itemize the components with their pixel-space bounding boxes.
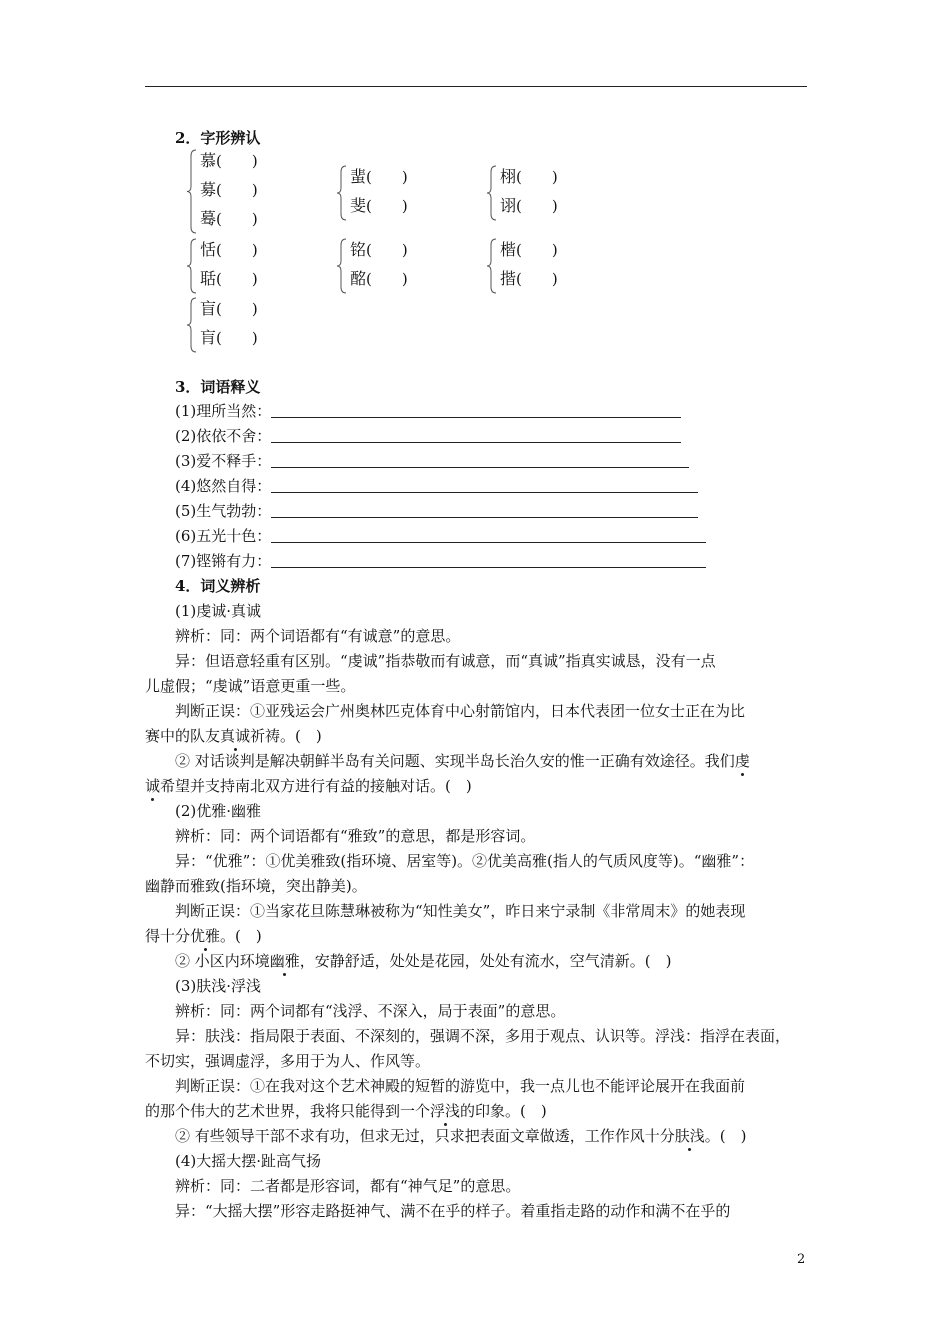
pair-heading: (3)肤浅·浮浅 bbox=[175, 977, 262, 995]
glyph-group bbox=[186, 148, 296, 235]
analysis-same: 辨析：同：两个词语都有“雅致”的意思，都是形容词。 bbox=[175, 827, 536, 845]
answer-paren[interactable]: ( ) bbox=[366, 241, 408, 259]
definition-label: (1)理所当然： bbox=[175, 402, 272, 420]
glyph-item bbox=[200, 327, 268, 349]
analysis-diff: 异：但语意轻重有区别。“虔诚”指恭敬而有诚意，而“真诚”指真实诚恳，没有一点 bbox=[175, 652, 716, 670]
glyph-char: 募 bbox=[200, 180, 217, 199]
analysis-diff-cont: 儿虚假；“虔诚”语意更重一些。 bbox=[145, 677, 356, 695]
definition-item bbox=[175, 549, 807, 573]
judgment-2-cont: 诚希望并支持南北双方进行有益的接触对话。( ) bbox=[145, 777, 472, 795]
brace-icon bbox=[186, 237, 200, 295]
glyph-char: 酩 bbox=[350, 269, 367, 288]
glyph-item bbox=[200, 298, 268, 320]
answer-blank[interactable] bbox=[271, 428, 681, 443]
dotted-word: 幽雅 bbox=[269, 952, 300, 970]
dotted-word: 虔 bbox=[734, 752, 750, 770]
judgment-1-cont: 得十分优雅。( ) bbox=[145, 927, 262, 945]
answer-paren[interactable]: ( ) bbox=[216, 300, 258, 318]
glyph-char: 慕 bbox=[200, 151, 217, 170]
answer-paren[interactable]: ( ) bbox=[366, 197, 408, 215]
glyph-item bbox=[500, 195, 568, 217]
section-title-word-meaning: 3．词语释义 bbox=[175, 378, 261, 396]
glyph-item bbox=[200, 150, 268, 172]
glyph-item bbox=[500, 239, 568, 261]
brace-icon bbox=[336, 237, 350, 295]
glyph-char: 蓦 bbox=[200, 209, 217, 228]
definition-item bbox=[175, 399, 807, 423]
glyph-group bbox=[186, 237, 296, 295]
glyph-char: 栩 bbox=[500, 167, 517, 186]
definition-label: (4)悠然自得： bbox=[175, 477, 272, 495]
glyph-item bbox=[350, 239, 418, 261]
glyph-char: 聒 bbox=[200, 269, 217, 288]
definition-item bbox=[175, 524, 807, 548]
glyph-item bbox=[500, 166, 568, 188]
definition-label: (2)依依不舍： bbox=[175, 427, 272, 445]
glyph-item bbox=[500, 268, 568, 290]
judgment-2: ② 有些领导干部不求有功，但求无过，只求把表面文章做透，工作作风十分肤浅。( ) bbox=[175, 1127, 747, 1145]
answer-blank[interactable] bbox=[271, 403, 681, 418]
analysis-diff-cont: 不切实，强调虚浮，多用于为人、作风等。 bbox=[145, 1052, 431, 1070]
answer-blank[interactable] bbox=[271, 528, 706, 543]
answer-paren[interactable]: ( ) bbox=[216, 152, 258, 170]
definition-item bbox=[175, 499, 807, 523]
glyph-item bbox=[200, 208, 268, 230]
glyph-item bbox=[350, 166, 418, 188]
section-title-glyph-recognition: 2．字形辨认 bbox=[175, 129, 261, 147]
answer-paren[interactable]: ( ) bbox=[516, 241, 558, 259]
header-rule bbox=[145, 86, 807, 87]
pair-heading: (4)大摇大摆·趾高气扬 bbox=[175, 1152, 322, 1170]
glyph-char: 诩 bbox=[500, 196, 517, 215]
glyph-char: 揩 bbox=[500, 269, 517, 288]
glyph-item bbox=[200, 239, 268, 261]
glyph-group bbox=[336, 237, 446, 295]
brace-icon bbox=[186, 296, 200, 354]
glyph-group bbox=[486, 164, 596, 222]
glyph-group bbox=[186, 296, 296, 354]
definition-label: (6)五光十色： bbox=[175, 527, 272, 545]
analysis-diff: 异：“优雅”：①优美雅致(指环境、居室等)。②优美高雅(指人的气质风度等)。“幽雅”： bbox=[175, 852, 755, 870]
judgment-1: 判断正误：①亚残运会广州奥林匹克体育中心射箭馆内，日本代表团一位女士正在为比 bbox=[175, 702, 746, 720]
answer-blank[interactable] bbox=[271, 553, 706, 568]
dotted-word: 浮浅 bbox=[430, 1102, 461, 1120]
answer-paren[interactable]: ( ) bbox=[516, 197, 558, 215]
glyph-char: 恬 bbox=[200, 240, 217, 259]
definition-item bbox=[175, 424, 807, 448]
glyph-item bbox=[350, 195, 418, 217]
glyph-char: 楷 bbox=[500, 240, 517, 259]
brace-icon bbox=[486, 164, 500, 222]
answer-paren[interactable]: ( ) bbox=[366, 168, 408, 186]
analysis-same: 辨析：同：二者都是形容词，都有“神气足”的意思。 bbox=[175, 1177, 521, 1195]
judgment-2: ② 对话谈判是解决朝鲜半岛有关问题、实现半岛长治久安的惟一正确有效途径。我们虔 bbox=[175, 752, 750, 770]
definition-item bbox=[175, 449, 807, 473]
answer-blank[interactable] bbox=[271, 453, 689, 468]
glyph-char: 肓 bbox=[200, 328, 217, 347]
definition-label: (7)铿锵有力： bbox=[175, 552, 272, 570]
judgment-1-cont: 的那个伟大的艺术世界，我将只能得到一个浮浅的印象。( ) bbox=[145, 1102, 547, 1120]
dotted-word: 真诚 bbox=[220, 727, 251, 745]
judgment-1: 判断正误：①在我对这个艺术神殿的短暂的游览中，我一点儿也不能评论展开在我面前 bbox=[175, 1077, 746, 1095]
dotted-word: 诚 bbox=[145, 777, 161, 795]
answer-paren[interactable]: ( ) bbox=[216, 329, 258, 347]
analysis-diff: 异：“大摇大摆”形容走路挺神气、满不在乎的样子。着重指走路的动作和满不在乎的 bbox=[175, 1202, 731, 1220]
glyph-group bbox=[486, 237, 596, 295]
judgment-2: ② 小区内环境幽雅，安静舒适，处处是花园，处处有流水，空气清新。( ) bbox=[175, 952, 672, 970]
dotted-word: 肤浅 bbox=[674, 1127, 705, 1145]
answer-blank[interactable] bbox=[271, 478, 698, 493]
pair-heading: (2)优雅·幽雅 bbox=[175, 802, 262, 820]
glyph-char: 铭 bbox=[350, 240, 367, 259]
glyph-group bbox=[336, 164, 446, 222]
pair-heading: (1)虔诚·真诚 bbox=[175, 602, 262, 620]
glyph-char: 蜚 bbox=[350, 167, 367, 186]
judgment-1-cont: 赛中的队友真诚祈祷。( ) bbox=[145, 727, 322, 745]
answer-paren[interactable]: ( ) bbox=[216, 181, 258, 199]
brace-icon bbox=[186, 148, 200, 235]
page-number: 2 bbox=[797, 1252, 806, 1267]
definition-label: (3)爱不释手： bbox=[175, 452, 272, 470]
glyph-item bbox=[200, 268, 268, 290]
answer-paren[interactable]: ( ) bbox=[516, 270, 558, 288]
glyph-item bbox=[350, 268, 418, 290]
definition-label: (5)生气勃勃： bbox=[175, 502, 272, 520]
glyph-item bbox=[200, 179, 268, 201]
judgment-1: 判断正误：①当家花旦陈慧琳被称为“知性美女”，昨日来宁录制《非常周末》的她表现 bbox=[175, 902, 746, 920]
analysis-diff: 异：肤浅：指局限于表面、不深刻的，强调不深，多用于观点、认识等。浮浅：指浮在表面， bbox=[175, 1027, 791, 1045]
analysis-same: 辨析：同：两个词都有“浅浮、不深入，局于表面”的意思。 bbox=[175, 1002, 566, 1020]
brace-icon bbox=[486, 237, 500, 295]
analysis-diff-cont: 幽静而雅致(指环境，突出静美)。 bbox=[145, 877, 367, 895]
answer-blank[interactable] bbox=[271, 503, 698, 518]
dotted-word: 优雅 bbox=[190, 927, 221, 945]
brace-icon bbox=[336, 164, 350, 222]
glyph-char: 斐 bbox=[350, 196, 367, 215]
answer-paren[interactable]: ( ) bbox=[516, 168, 558, 186]
answer-paren[interactable]: ( ) bbox=[216, 241, 258, 259]
answer-paren[interactable]: ( ) bbox=[216, 270, 258, 288]
analysis-same: 辨析：同：两个词语都有“有诚意”的意思。 bbox=[175, 627, 461, 645]
answer-paren[interactable]: ( ) bbox=[216, 210, 258, 228]
glyph-char: 盲 bbox=[200, 299, 217, 318]
section-title-word-analysis: 4．词义辨析 bbox=[175, 577, 261, 595]
answer-paren[interactable]: ( ) bbox=[366, 270, 408, 288]
definition-item bbox=[175, 474, 807, 498]
